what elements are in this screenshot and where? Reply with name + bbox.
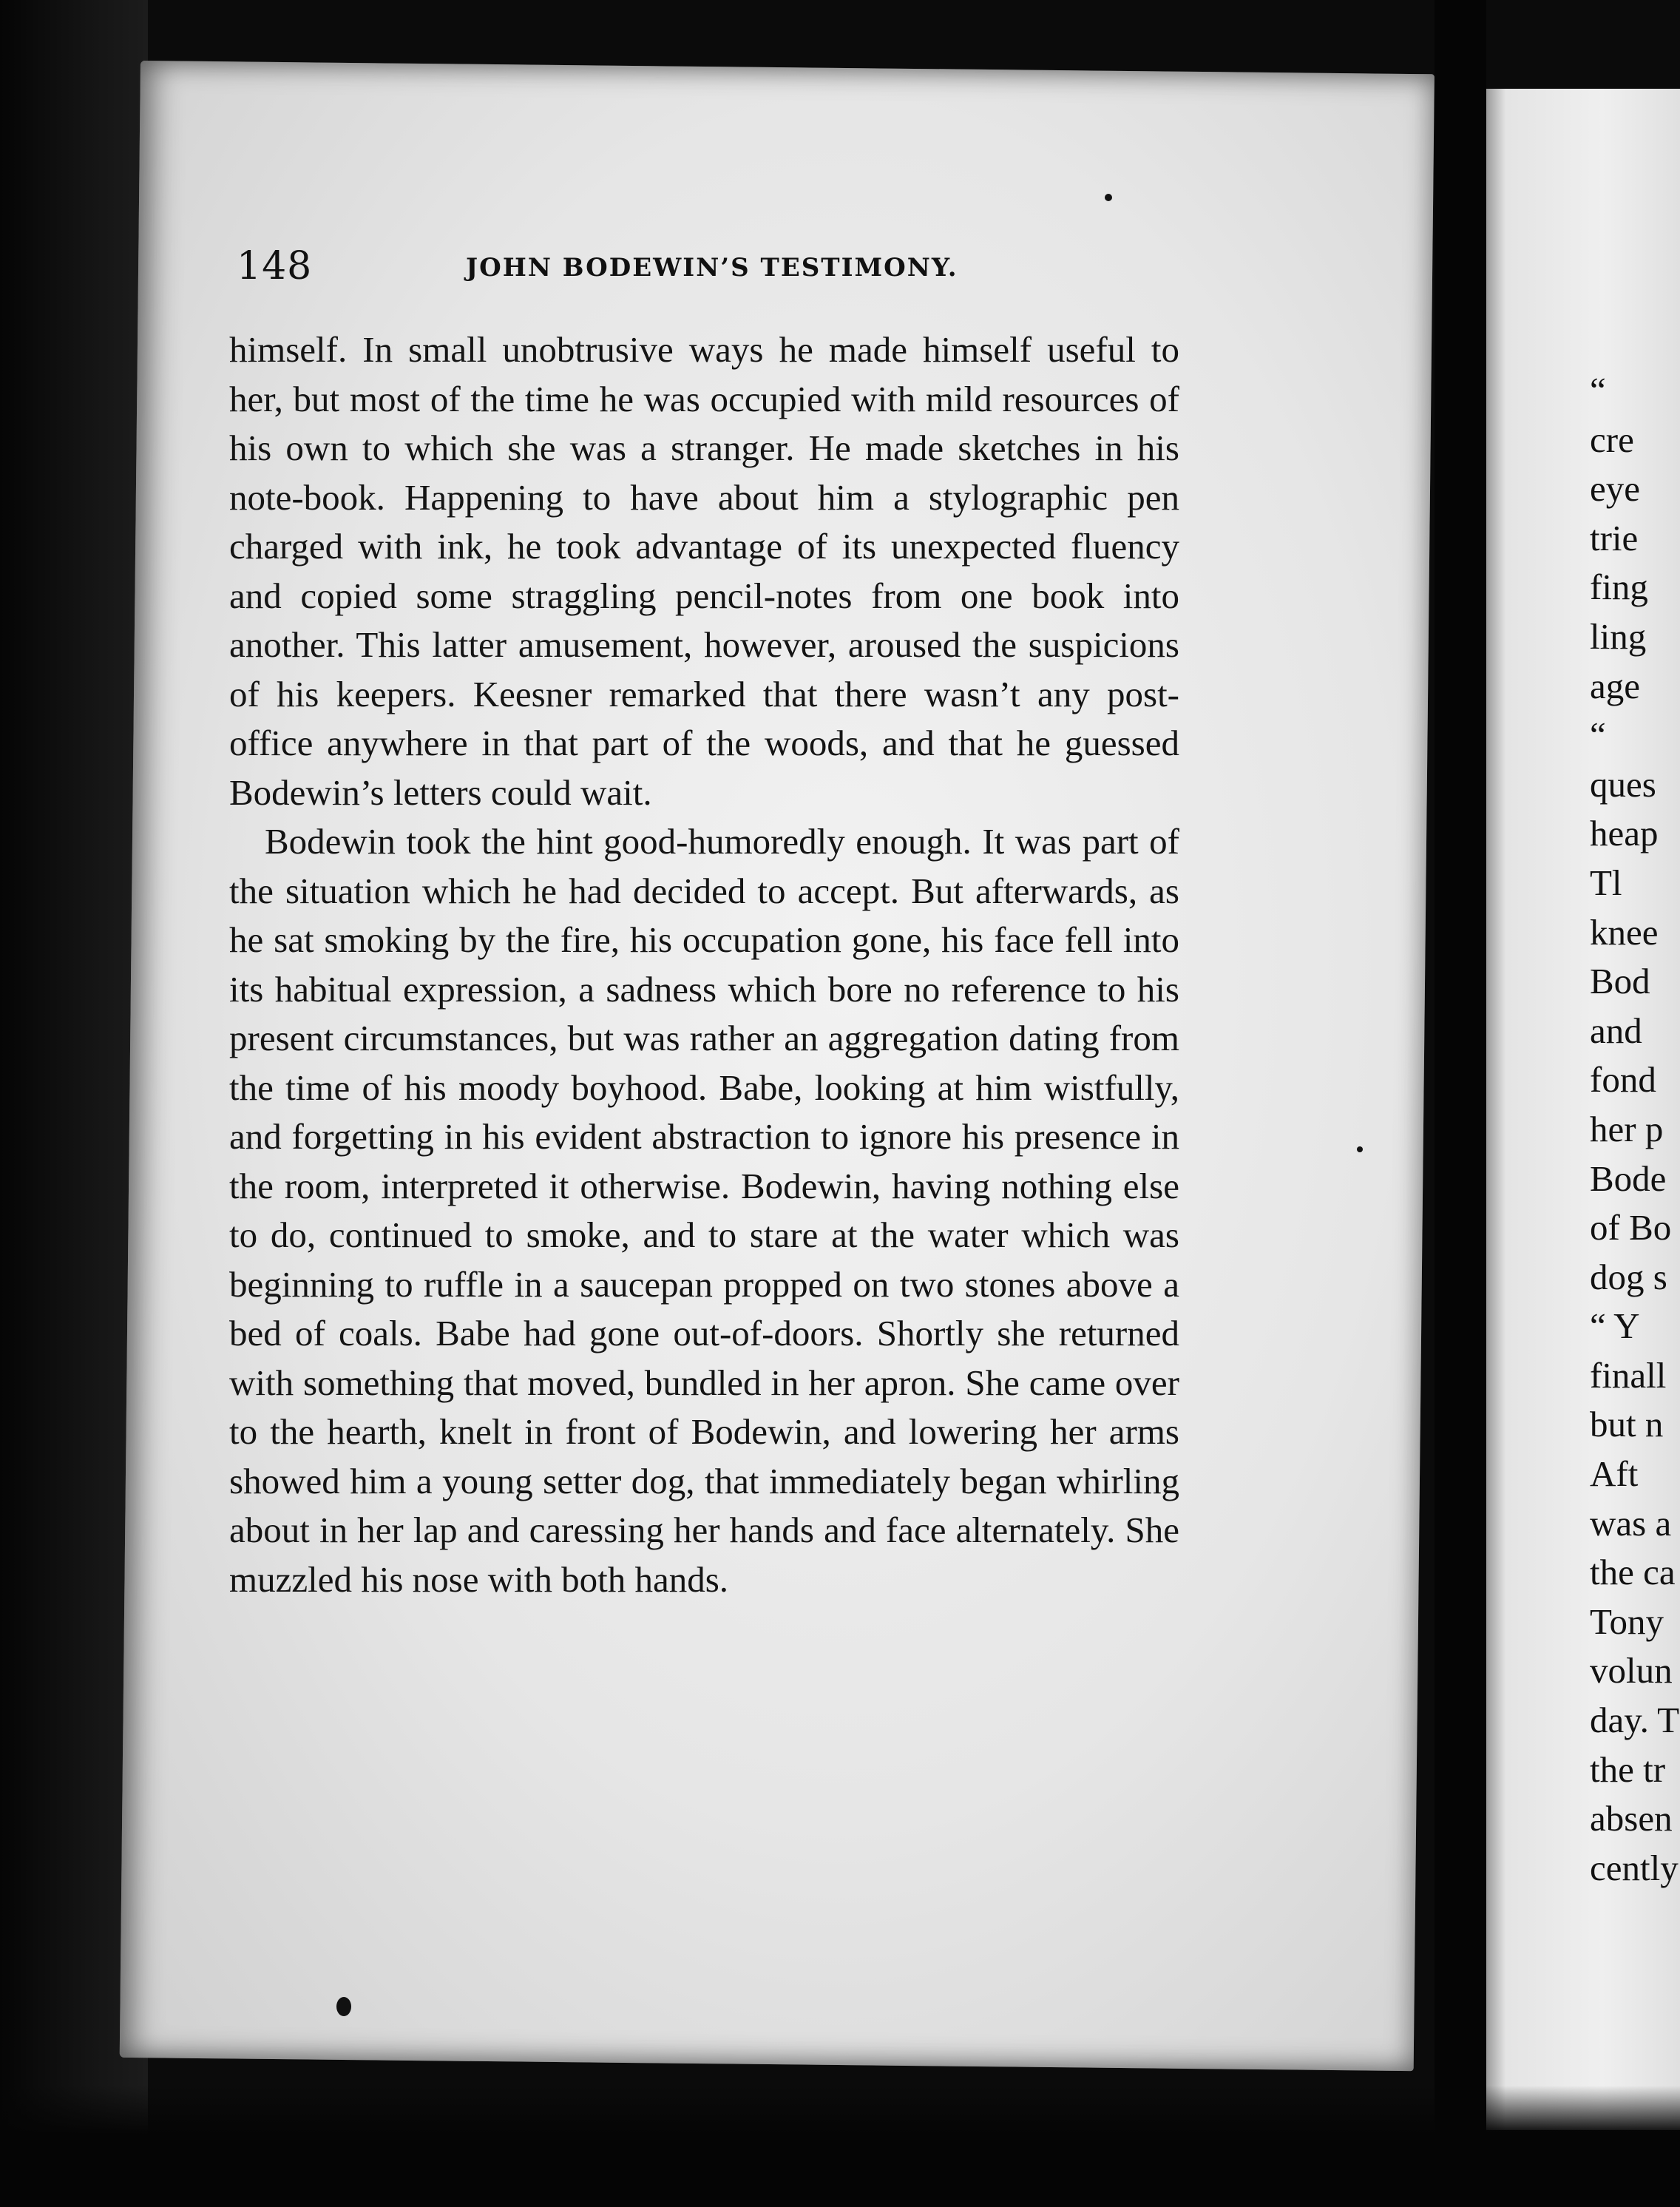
page-number: 148 — [237, 244, 313, 288]
body-text — [229, 325, 1179, 1604]
page-header — [237, 244, 1109, 296]
page-gap — [1435, 0, 1486, 2207]
ink-speck — [336, 1997, 351, 2016]
paragraph-1: himself. In small unobtrusive ways he made himself useful to her, but most of the time he was occupied with mild resources of his own to which she was a stranger. He made sketches in his note-book. Happening to have about him a stylographic pen charged with ink, he took advantage of its unexpected fluency and copied some straggling pencil-notes from one book into another. This latter amusement, however, aroused the suspicions of his keepers. Keesner remarked that there wasn’t any post-office anywhere in that part of the woods, and that he guessed Bodewin’s letters could wait. — [229, 329, 1179, 813]
running-title: JOHN BODEWIN’S TESTIMONY. — [466, 253, 958, 283]
ink-speck — [1357, 1146, 1363, 1152]
scan-bottom-edge — [0, 2086, 1680, 2207]
adjacent-page-text: “ cre eye trie fing ling age “ ques heap Tl knee Bod and fond her p Bode of Bo dog s “ Y finall but n Aft was a the ca Tony volun day. T the tr absen cently — [1590, 370, 1680, 1888]
paragraph-2: Bodewin took the hint good-humoredly enough. It was part of the situation which he had decided to accept. But afterwards, as he sat smoking by the fire, his occupation gone, his face fell into its habitual expression, a sadness which bore no reference to his present circumstances, but was rather an aggregation dating from the time of his moody boyhood. Babe, looking at him wistfully, and forgetting in his evident abstraction to ignore his presence in the room, interpreted it otherwise. Bodewin, having nothing else to do, continued to smoke, and to stare at the water which was beginning to ruffle in a saucepan propped on two stones above a bed of coals. Babe had gone out-of-doors. Shortly she returned with something that moved, bundled in her apron. She came over to the hearth, knelt in front of Bodewin, and lowering her arms showed him a young setter dog, that immediately began whirling about in her lap and caressing her hands and face alternately. She muzzled his nose with both hands. — [229, 821, 1179, 1600]
ink-speck — [1105, 194, 1112, 201]
